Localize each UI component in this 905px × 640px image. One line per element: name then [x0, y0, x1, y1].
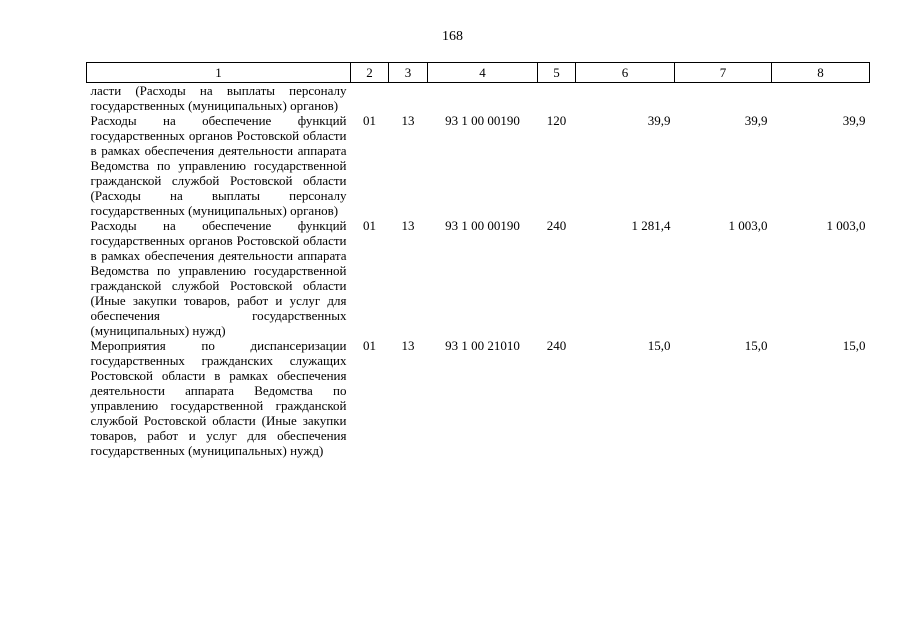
header-col-4: 4 — [428, 63, 538, 83]
row-amount-1: 39,9 — [647, 113, 671, 128]
row-amount-3: 39,9 — [842, 113, 866, 128]
row-amount-1: 1 281,4 — [631, 218, 671, 233]
row-expense-type — [538, 83, 576, 114]
row-subsection: 13 — [401, 113, 415, 128]
budget-table — [86, 62, 870, 458]
header-col-3: 3 — [389, 63, 428, 83]
table-row — [87, 338, 870, 458]
row-subsection — [389, 83, 428, 114]
row-amount-3 — [772, 83, 870, 114]
row-amount-1 — [576, 83, 675, 114]
header-col-8: 8 — [772, 63, 870, 83]
row-section: 01 — [363, 338, 376, 353]
table-row — [87, 218, 870, 338]
table-row — [87, 113, 870, 218]
header-col-6: 6 — [576, 63, 675, 83]
row-amount-3: 1 003,0 — [826, 218, 866, 233]
page-number: 168 — [442, 29, 463, 44]
header-col-1: 1 — [87, 63, 351, 83]
row-amount-2: 15,0 — [744, 338, 768, 353]
row-target-article: 93 1 00 21010 — [445, 338, 520, 353]
table-row — [87, 83, 870, 114]
row-description: ласти (Расходы на выплаты персоналу государственных (муниципальных) органов) — [90, 83, 347, 113]
row-description: Расходы на обеспечение функций государственных органов Ростовской области в рамках обеспечения деятельности аппарата Ведомства по управлению государственной гражданской службой Ростовской области (Иные закупки товаров, работ и услуг для обеспечения государственных (муниципальных) нужд) — [90, 218, 347, 338]
row-target-article — [428, 83, 538, 114]
row-amount-1: 15,0 — [647, 338, 671, 353]
row-amount-2 — [675, 83, 772, 114]
row-section: 01 — [363, 218, 376, 233]
row-subsection: 13 — [401, 218, 415, 233]
row-description: Мероприятия по диспансеризации государственных гражданских служащих Ростовской области в рамках обеспечения деятельности аппарата Ведомства по управлению государственной гражданской службой Ростовской области (Иные закупки товаров, работ и услуг для обеспечения государственных (муниципальных) нужд) — [90, 338, 347, 458]
row-target-article: 93 1 00 00190 — [445, 113, 520, 128]
header-col-5: 5 — [538, 63, 576, 83]
row-expense-type: 240 — [546, 218, 567, 233]
header-col-7: 7 — [675, 63, 772, 83]
row-expense-type: 240 — [546, 338, 567, 353]
row-amount-3: 15,0 — [842, 338, 866, 353]
table-header-row — [87, 63, 870, 83]
row-section — [351, 83, 389, 114]
header-col-2: 2 — [351, 63, 389, 83]
row-section: 01 — [363, 113, 376, 128]
row-target-article: 93 1 00 00190 — [445, 218, 520, 233]
row-description: Расходы на обеспечение функций государственных органов Ростовской области в рамках обеспечения деятельности аппарата Ведомства по управлению государственной гражданской службой Ростовской области (Расходы на выплаты персоналу государственных (муниципальных) органов) — [90, 113, 347, 218]
row-amount-2: 39,9 — [744, 113, 768, 128]
row-subsection: 13 — [401, 338, 415, 353]
row-amount-2: 1 003,0 — [728, 218, 768, 233]
row-expense-type: 120 — [546, 113, 567, 128]
